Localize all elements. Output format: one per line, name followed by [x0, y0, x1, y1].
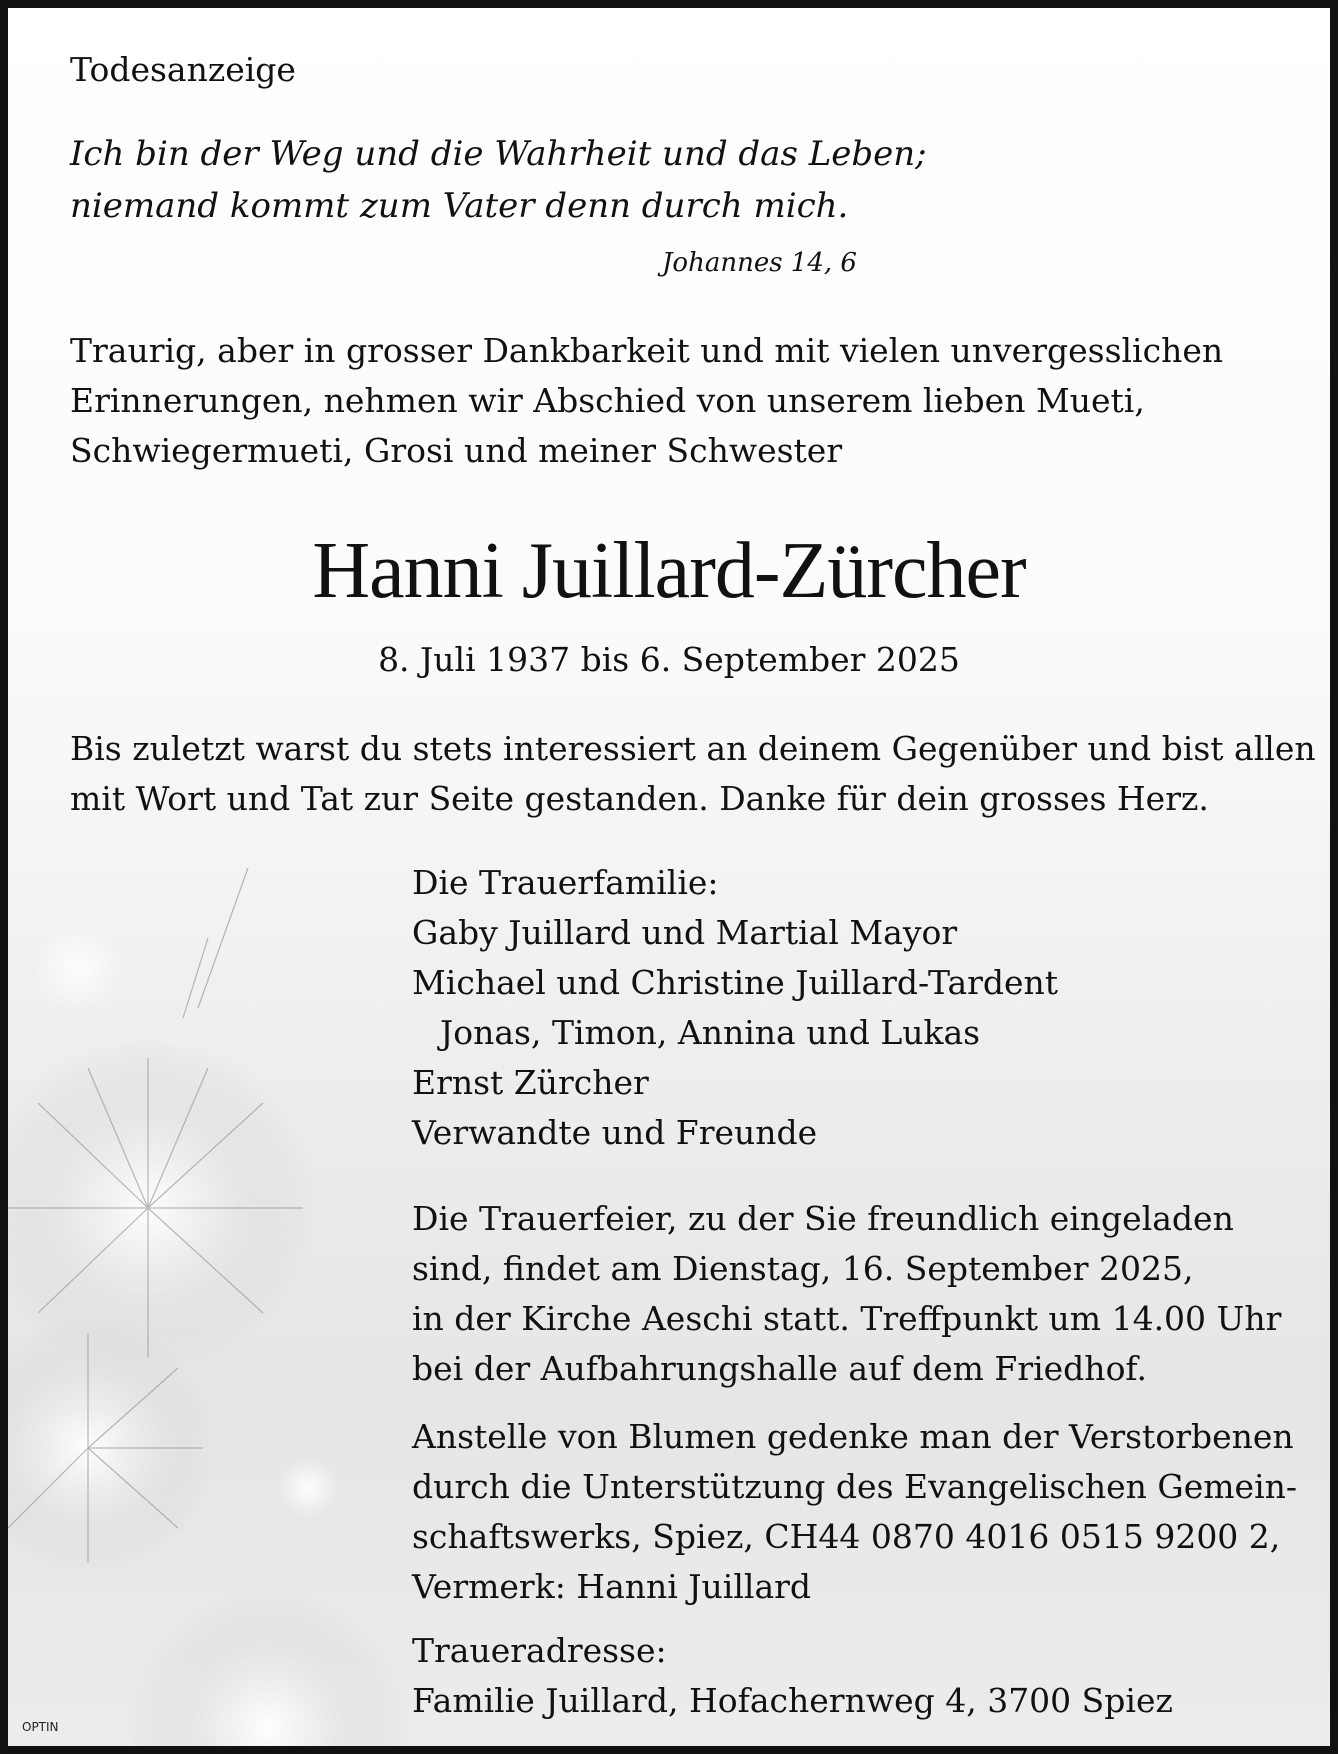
tribute-line-2: mit Wort und Tat zur Seite gestanden. Danke für dein grosses Herz.	[70, 779, 1209, 818]
address-heading: Traueradresse:	[412, 1631, 667, 1670]
donation-line-2: durch die Unterstützung des Evangelischen Gemein-	[412, 1467, 1298, 1506]
bible-verse-line-2: niemand kommt zum Vater denn durch mich.	[70, 186, 849, 226]
intro-text	[70, 326, 1223, 476]
family-member: Gaby Juillard und Martial Mayor	[412, 913, 958, 952]
donation-info	[412, 1412, 1297, 1612]
deceased-name: Hanni Juillard-Zürcher	[312, 527, 1026, 615]
tribute-text	[70, 724, 1316, 824]
verse-reference: Johannes 14, 6	[662, 248, 857, 278]
service-line-2: sind, findet am Dienstag, 16. September 2025,	[412, 1249, 1194, 1288]
notice-label: Todesanzeige	[70, 50, 296, 89]
family-member-grandchildren: Jonas, Timon, Annina und Lukas	[440, 1013, 981, 1052]
family-list	[412, 858, 1058, 1158]
intro-line-1: Traurig, aber in grosser Dankbarkeit und mit vielen unvergesslichen	[70, 331, 1224, 370]
donation-line-1: Anstelle von Blumen gedenke man der Verstorbenen	[412, 1417, 1294, 1456]
family-heading: Die Trauerfamilie:	[412, 863, 719, 902]
life-dates: 8. Juli 1937 bis 6. September 2025	[378, 640, 960, 679]
family-member: Verwandte und Freunde	[412, 1113, 818, 1152]
service-line-4: bei der Aufbahrungshalle auf dem Friedhof.	[412, 1349, 1147, 1388]
tribute-line-1: Bis zuletzt warst du stets interessiert an deinem Gegenüber und bist allen	[70, 729, 1316, 768]
intro-line-2: Erinnerungen, nehmen wir Abschied von unserem lieben Mueti,	[70, 381, 1145, 420]
donation-line-3: schaftswerks, Spiez, CH44 0870 4016 0515 9200 2,	[412, 1517, 1281, 1556]
bible-verse-line-1: Ich bin der Weg und die Wahrheit und das Leben;	[70, 134, 927, 174]
service-line-1: Die Trauerfeier, zu der Sie freundlich eingeladen	[412, 1199, 1234, 1238]
address-line: Familie Juillard, Hofachernweg 4, 3700 Spiez	[412, 1681, 1173, 1720]
service-info	[412, 1194, 1281, 1394]
footer-mark: OPTIN	[22, 1720, 59, 1734]
family-member: Michael und Christine Juillard-Tardent	[412, 963, 1059, 1002]
family-member: Ernst Zürcher	[412, 1063, 649, 1102]
service-line-3: in der Kirche Aeschi statt. Treffpunkt um 14.00 Uhr	[412, 1299, 1282, 1338]
donation-line-4: Vermerk: Hanni Juillard	[412, 1567, 812, 1606]
mourning-address	[412, 1626, 1173, 1726]
intro-line-3: Schwiegermueti, Grosi und meiner Schwester	[70, 431, 843, 470]
